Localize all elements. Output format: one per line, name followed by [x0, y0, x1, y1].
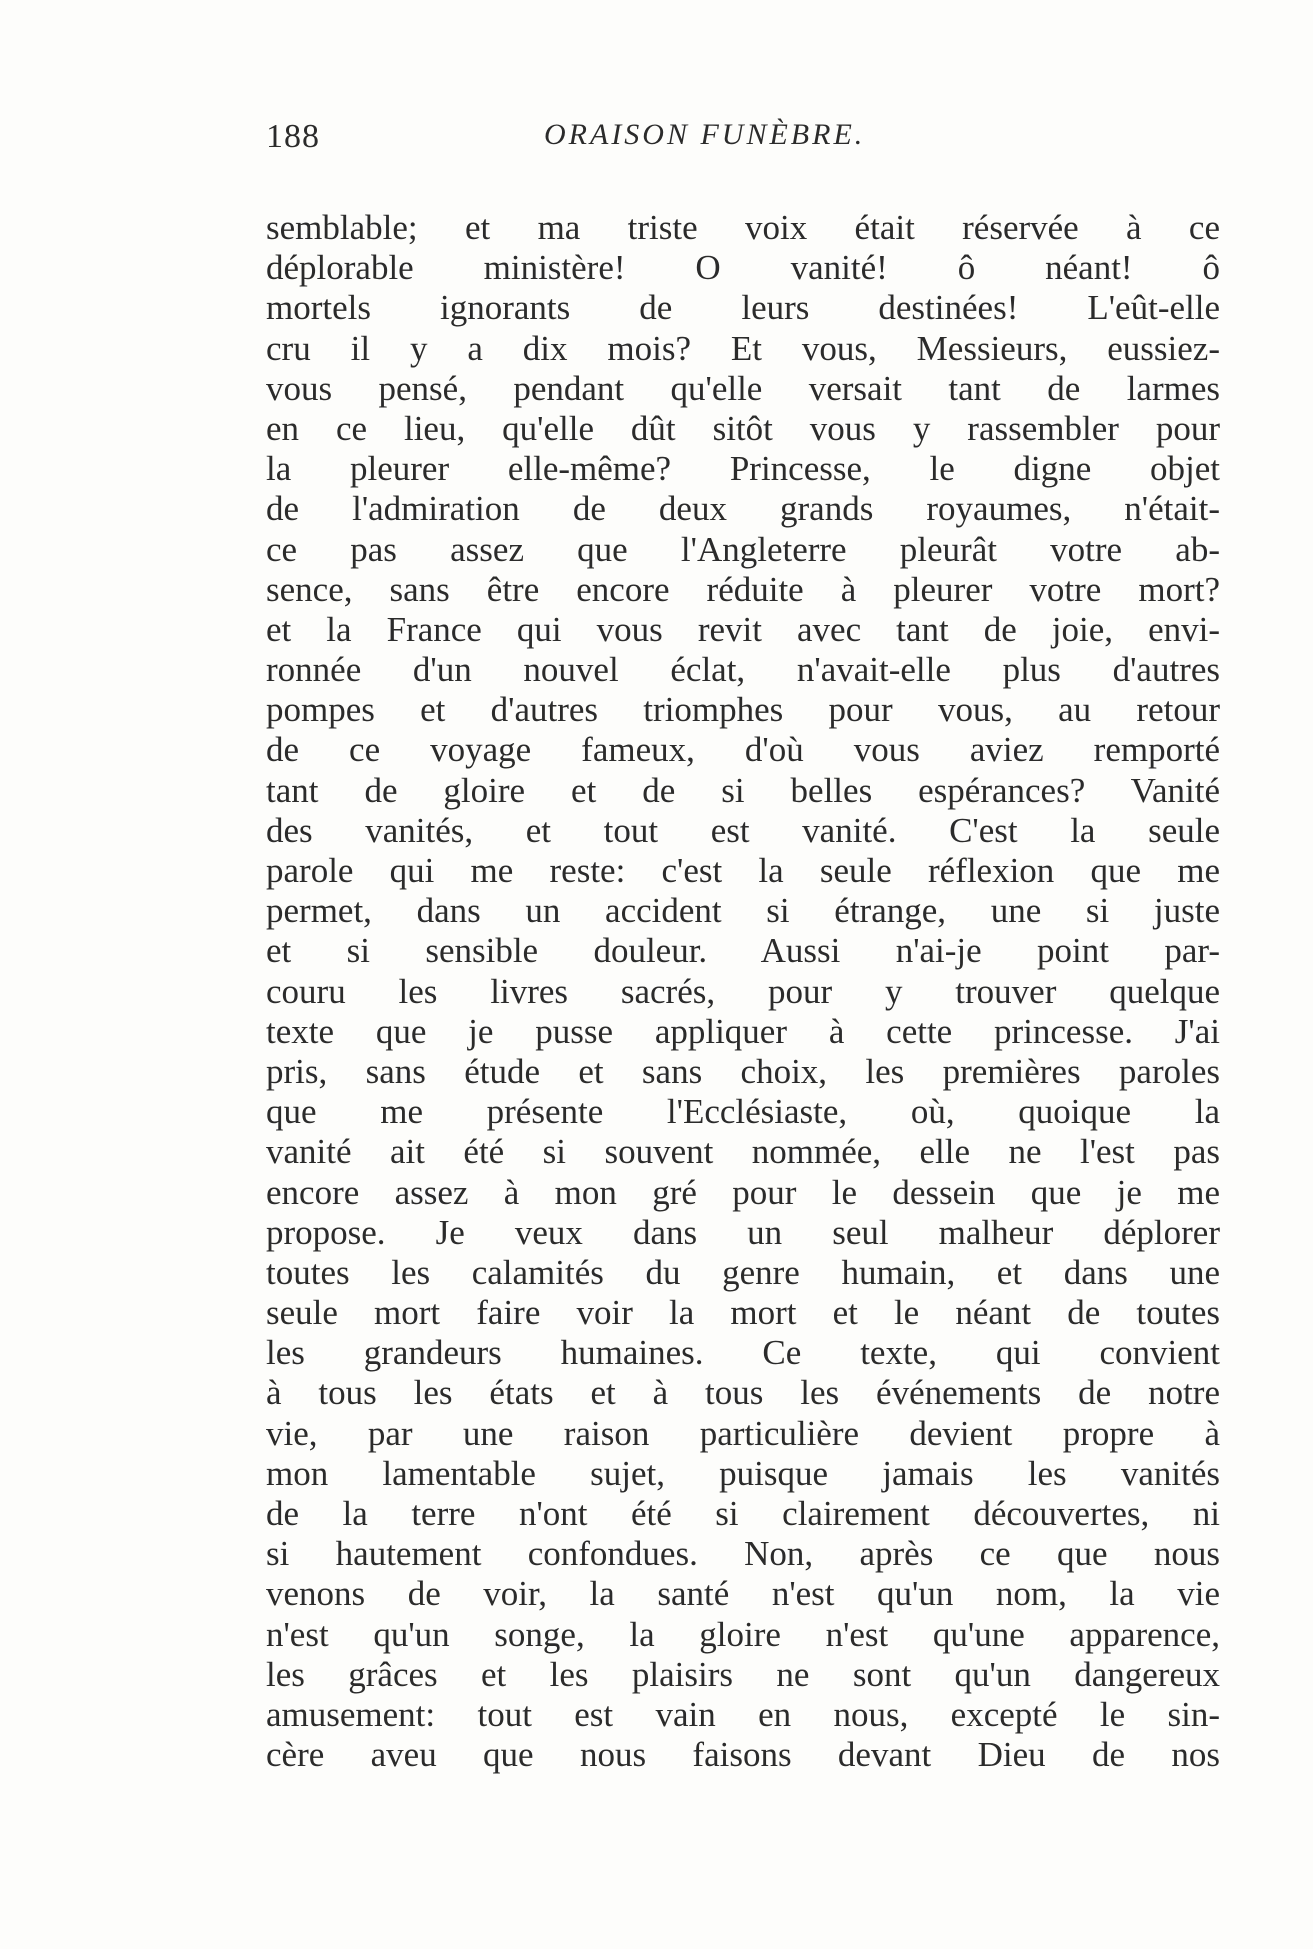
text-line: encore assez à mon gré pour le dessein que je me: [266, 1172, 1220, 1212]
running-title: ORAISON FUNÈBRE.: [544, 118, 866, 151]
text-line: les grâces et les plaisirs ne sont qu'un dangereux: [266, 1654, 1220, 1694]
text-line: venons de voir, la santé n'est qu'un nom, la vie: [266, 1574, 1220, 1614]
text-line: cru il y a dix mois? Et vous, Messieurs, eussiez-: [266, 328, 1220, 368]
text-line: que me présente l'Ecclésiaste, où, quoique la: [266, 1092, 1220, 1132]
text-line: mortels ignorants de leurs destinées! L'eût-elle: [266, 288, 1220, 328]
text-line: cère aveu que nous faisons devant Dieu de nos: [266, 1735, 1220, 1775]
text-line: vanité ait été si souvent nommée, elle ne l'est pas: [266, 1132, 1220, 1172]
text-line: n'est qu'un songe, la gloire n'est qu'une apparence,: [266, 1614, 1220, 1654]
text-line: texte que je pusse appliquer à cette princesse. J'ai: [266, 1011, 1220, 1051]
running-head: [266, 118, 1220, 178]
text-line: propose. Je veux dans un seul malheur déplorer: [266, 1212, 1220, 1252]
text-line: de ce voyage fameux, d'où vous aviez remporté: [266, 730, 1220, 770]
text-line: les grandeurs humaines. Ce texte, qui convient: [266, 1333, 1220, 1373]
text-line: à tous les états et à tous les événements de notre: [266, 1373, 1220, 1413]
text-line: pompes et d'autres triomphes pour vous, au retour: [266, 690, 1220, 730]
text-line: semblable; et ma triste voix était réservée à ce: [266, 208, 1220, 247]
text-line: des vanités, et tout est vanité. C'est la seule: [266, 810, 1220, 850]
text-line: de la terre n'ont été si clairement découvertes, ni: [266, 1494, 1220, 1533]
text-line: toutes les calamités du genre humain, et dans une: [266, 1252, 1220, 1292]
text-line: seule mort faire voir la mort et le néant de toutes: [266, 1293, 1220, 1333]
text-line: sence, sans être encore réduite à pleurer votre mort?: [266, 569, 1220, 609]
text-line: en ce lieu, qu'elle dût sitôt vous y rassembler pour: [266, 408, 1220, 448]
text-line: permet, dans un accident si étrange, une si juste: [266, 891, 1220, 931]
text-line: si hautement confondues. Non, après ce que nous: [266, 1534, 1220, 1574]
text-line: ce pas assez que l'Angleterre pleurât votre ab-: [266, 529, 1220, 569]
text-line: de l'admiration de deux grands royaumes, n'était-: [266, 489, 1220, 529]
text-line: couru les livres sacrés, pour y trouver quelque: [266, 971, 1220, 1011]
page-number: 188: [266, 118, 320, 155]
text-line: vie, par une raison particulière devient propre à: [266, 1413, 1220, 1453]
text-line: parole qui me reste: c'est la seule réflexion que me: [266, 851, 1220, 890]
text-line: mon lamentable sujet, puisque jamais les vanités: [266, 1453, 1220, 1493]
text-line: pris, sans étude et sans choix, les premières paroles: [266, 1051, 1220, 1091]
text-line: la pleurer elle-même? Princesse, le digne objet: [266, 449, 1220, 489]
text-line: déplorable ministère! O vanité! ô néant! ô: [266, 248, 1220, 288]
text-line: et si sensible douleur. Aussi n'ai-je point par-: [266, 931, 1220, 971]
text-line: vous pensé, pendant qu'elle versait tant de larmes: [266, 368, 1220, 408]
text-line: tant de gloire et de si belles espérances? Vanité: [266, 770, 1220, 810]
text-line: ronnée d'un nouvel éclat, n'avait-elle plus d'autres: [266, 650, 1220, 690]
text-line: et la France qui vous revit avec tant de joie, envi-: [266, 609, 1220, 649]
text-line: amusement: tout est vain en nous, excepté le sin-: [266, 1694, 1220, 1734]
body-text: [266, 208, 1220, 1775]
